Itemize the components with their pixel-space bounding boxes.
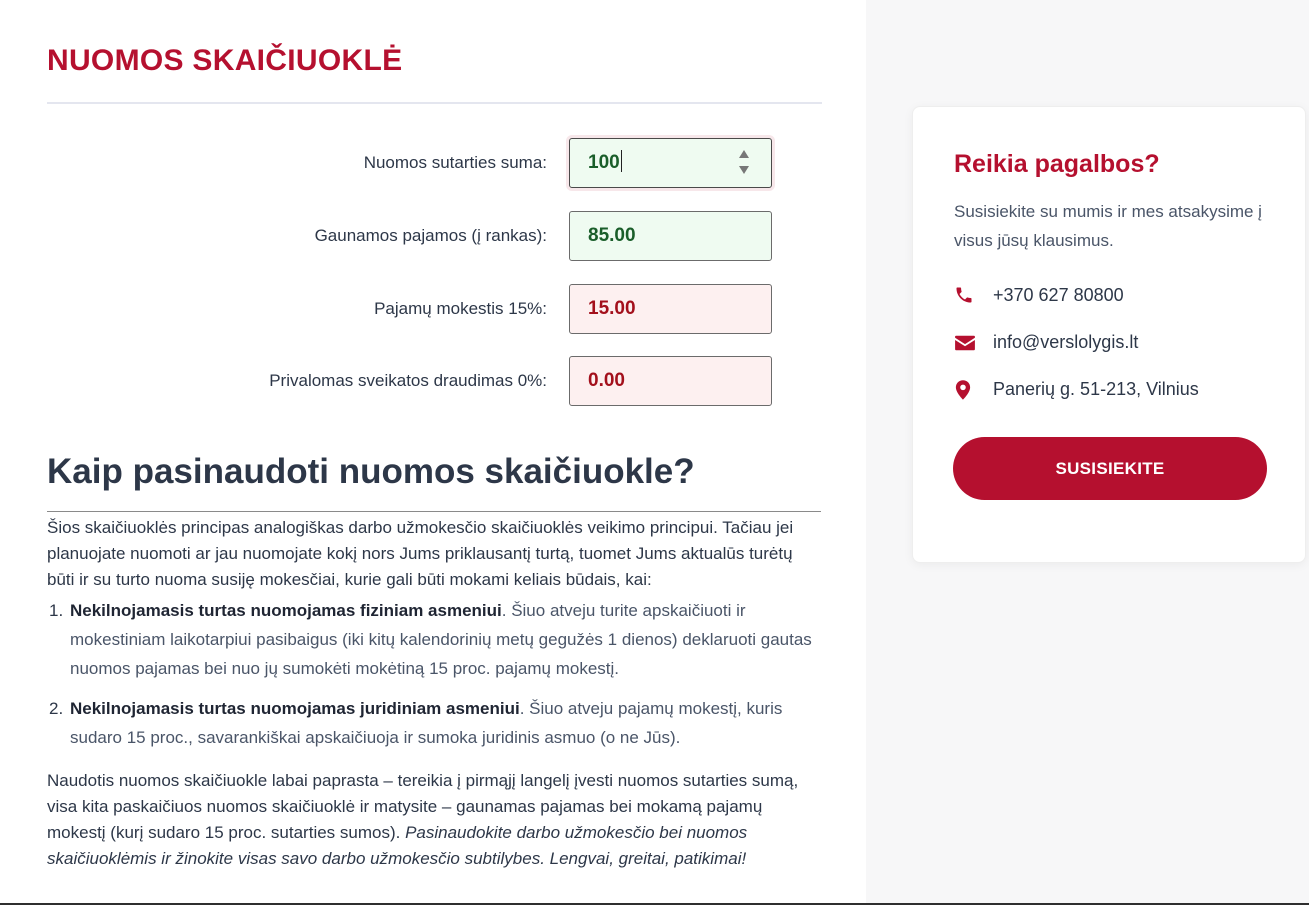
net-income-output[interactable]: 85.00 bbox=[569, 211, 772, 261]
spin-up-icon[interactable] bbox=[739, 150, 749, 158]
phone-icon bbox=[954, 285, 976, 305]
contract-sum-input[interactable] bbox=[569, 138, 772, 188]
list-item bbox=[47, 694, 822, 752]
income-tax-output[interactable]: 15.00 bbox=[569, 284, 772, 334]
phone-number: +370 627 80800 bbox=[993, 285, 1124, 305]
help-card bbox=[912, 106, 1306, 563]
health-insurance-label: Privalomas sveikatos draudimas 0%: bbox=[269, 371, 547, 390]
contract-sum-label: Nuomos sutarties suma: bbox=[363, 153, 547, 172]
text-caret bbox=[621, 150, 622, 172]
field-row-income-tax bbox=[47, 284, 772, 334]
list-item-bold: Nekilnojamasis turtas nuomojamas fiziniam asmeniui bbox=[70, 601, 502, 620]
number-spinner[interactable] bbox=[739, 149, 751, 177]
title-divider bbox=[47, 102, 822, 104]
calculator-title: NUOMOS SKAIČIUOKLĖ bbox=[47, 44, 403, 77]
list-number: 2. bbox=[49, 699, 64, 718]
income-tax-label: Pajamų mokestis 15%: bbox=[374, 299, 547, 318]
outro-italic: Pasinaudokite darbo užmokesčio bei nuomos skaičiuoklėmis ir žinokite visas savo darbo užmokesčio subtilybes. Lengvai, greitai, patikimai! bbox=[47, 823, 748, 868]
list-item-bold: Nekilnojamasis turtas nuomojamas juridiniam asmeniui bbox=[70, 699, 520, 718]
envelope-icon bbox=[954, 332, 976, 352]
outro-text: Naudotis nuomos skaičiuokle labai paprasta – tereikia į pirmąjį langelį įvesti nuomos sutarties sumą, visa kita paskaičiuos nuomos skaičiuoklė ir matysite – gaunamas pajamas bei mokamą pajamų mokestį (kurį sudaro 15 proc. sutarties sumos). bbox=[47, 771, 799, 842]
article-heading: Kaip pasinaudoti nuomos skaičiuokle? bbox=[47, 452, 695, 491]
email-address: info@verslolygis.lt bbox=[993, 332, 1139, 352]
field-row-health-insurance bbox=[47, 356, 772, 406]
list-item bbox=[47, 596, 822, 683]
article-intro: Šios skaičiuoklės principas analogiškas darbo užmokesčio skaičiuoklės veikimo principui. Tačiau jei planuojate nuomoti ar jau nuomojate kokį nors Jums priklausantį turtą, tuomet Jums aktualūs turėtų būti ir su turto nuoma susiję mokesčiai, kurie gali būti mokami keliais būdais, kai: bbox=[47, 518, 794, 589]
list-item-text: . Šiuo atveju turite apskaičiuoti ir mokestiniam laikotarpiui pasibaigus (iki kitų kalendorinių metų gegužės 1 dienos) deklaruoti gautas nuomos pajamas bei nuo jų sumokėti mokėtiną 15 proc. pajamų mokestį. bbox=[70, 601, 812, 678]
list-item-text: . Šiuo atveju pajamų mokestį, kuris sudaro 15 proc., savarankiškai apskaičiuoja ir sumoka juridinis asmuo (o ne Jūs). bbox=[70, 699, 783, 747]
steps-list bbox=[47, 596, 822, 763]
map-marker-icon bbox=[954, 379, 976, 399]
article-outro bbox=[47, 768, 822, 872]
contact-us-button[interactable]: SUSISIEKITE bbox=[953, 437, 1267, 500]
field-row-net-income bbox=[47, 211, 772, 261]
heading-divider bbox=[47, 511, 821, 512]
contract-sum-value: 100 bbox=[588, 152, 620, 173]
field-row-contract-sum bbox=[47, 138, 772, 188]
health-insurance-output[interactable]: 0.00 bbox=[569, 356, 772, 406]
address-text: Panerių g. 51-213, Vilnius bbox=[993, 379, 1199, 399]
list-number: 1. bbox=[49, 601, 64, 620]
net-income-label: Gaunamos pajamos (į rankas): bbox=[314, 226, 547, 245]
help-description: Susisiekite su mumis ir mes atsakysime į visus jūsų klausimus. bbox=[954, 202, 1262, 250]
help-title: Reikia pagalbos? bbox=[954, 150, 1160, 178]
spin-down-icon[interactable] bbox=[739, 166, 749, 174]
